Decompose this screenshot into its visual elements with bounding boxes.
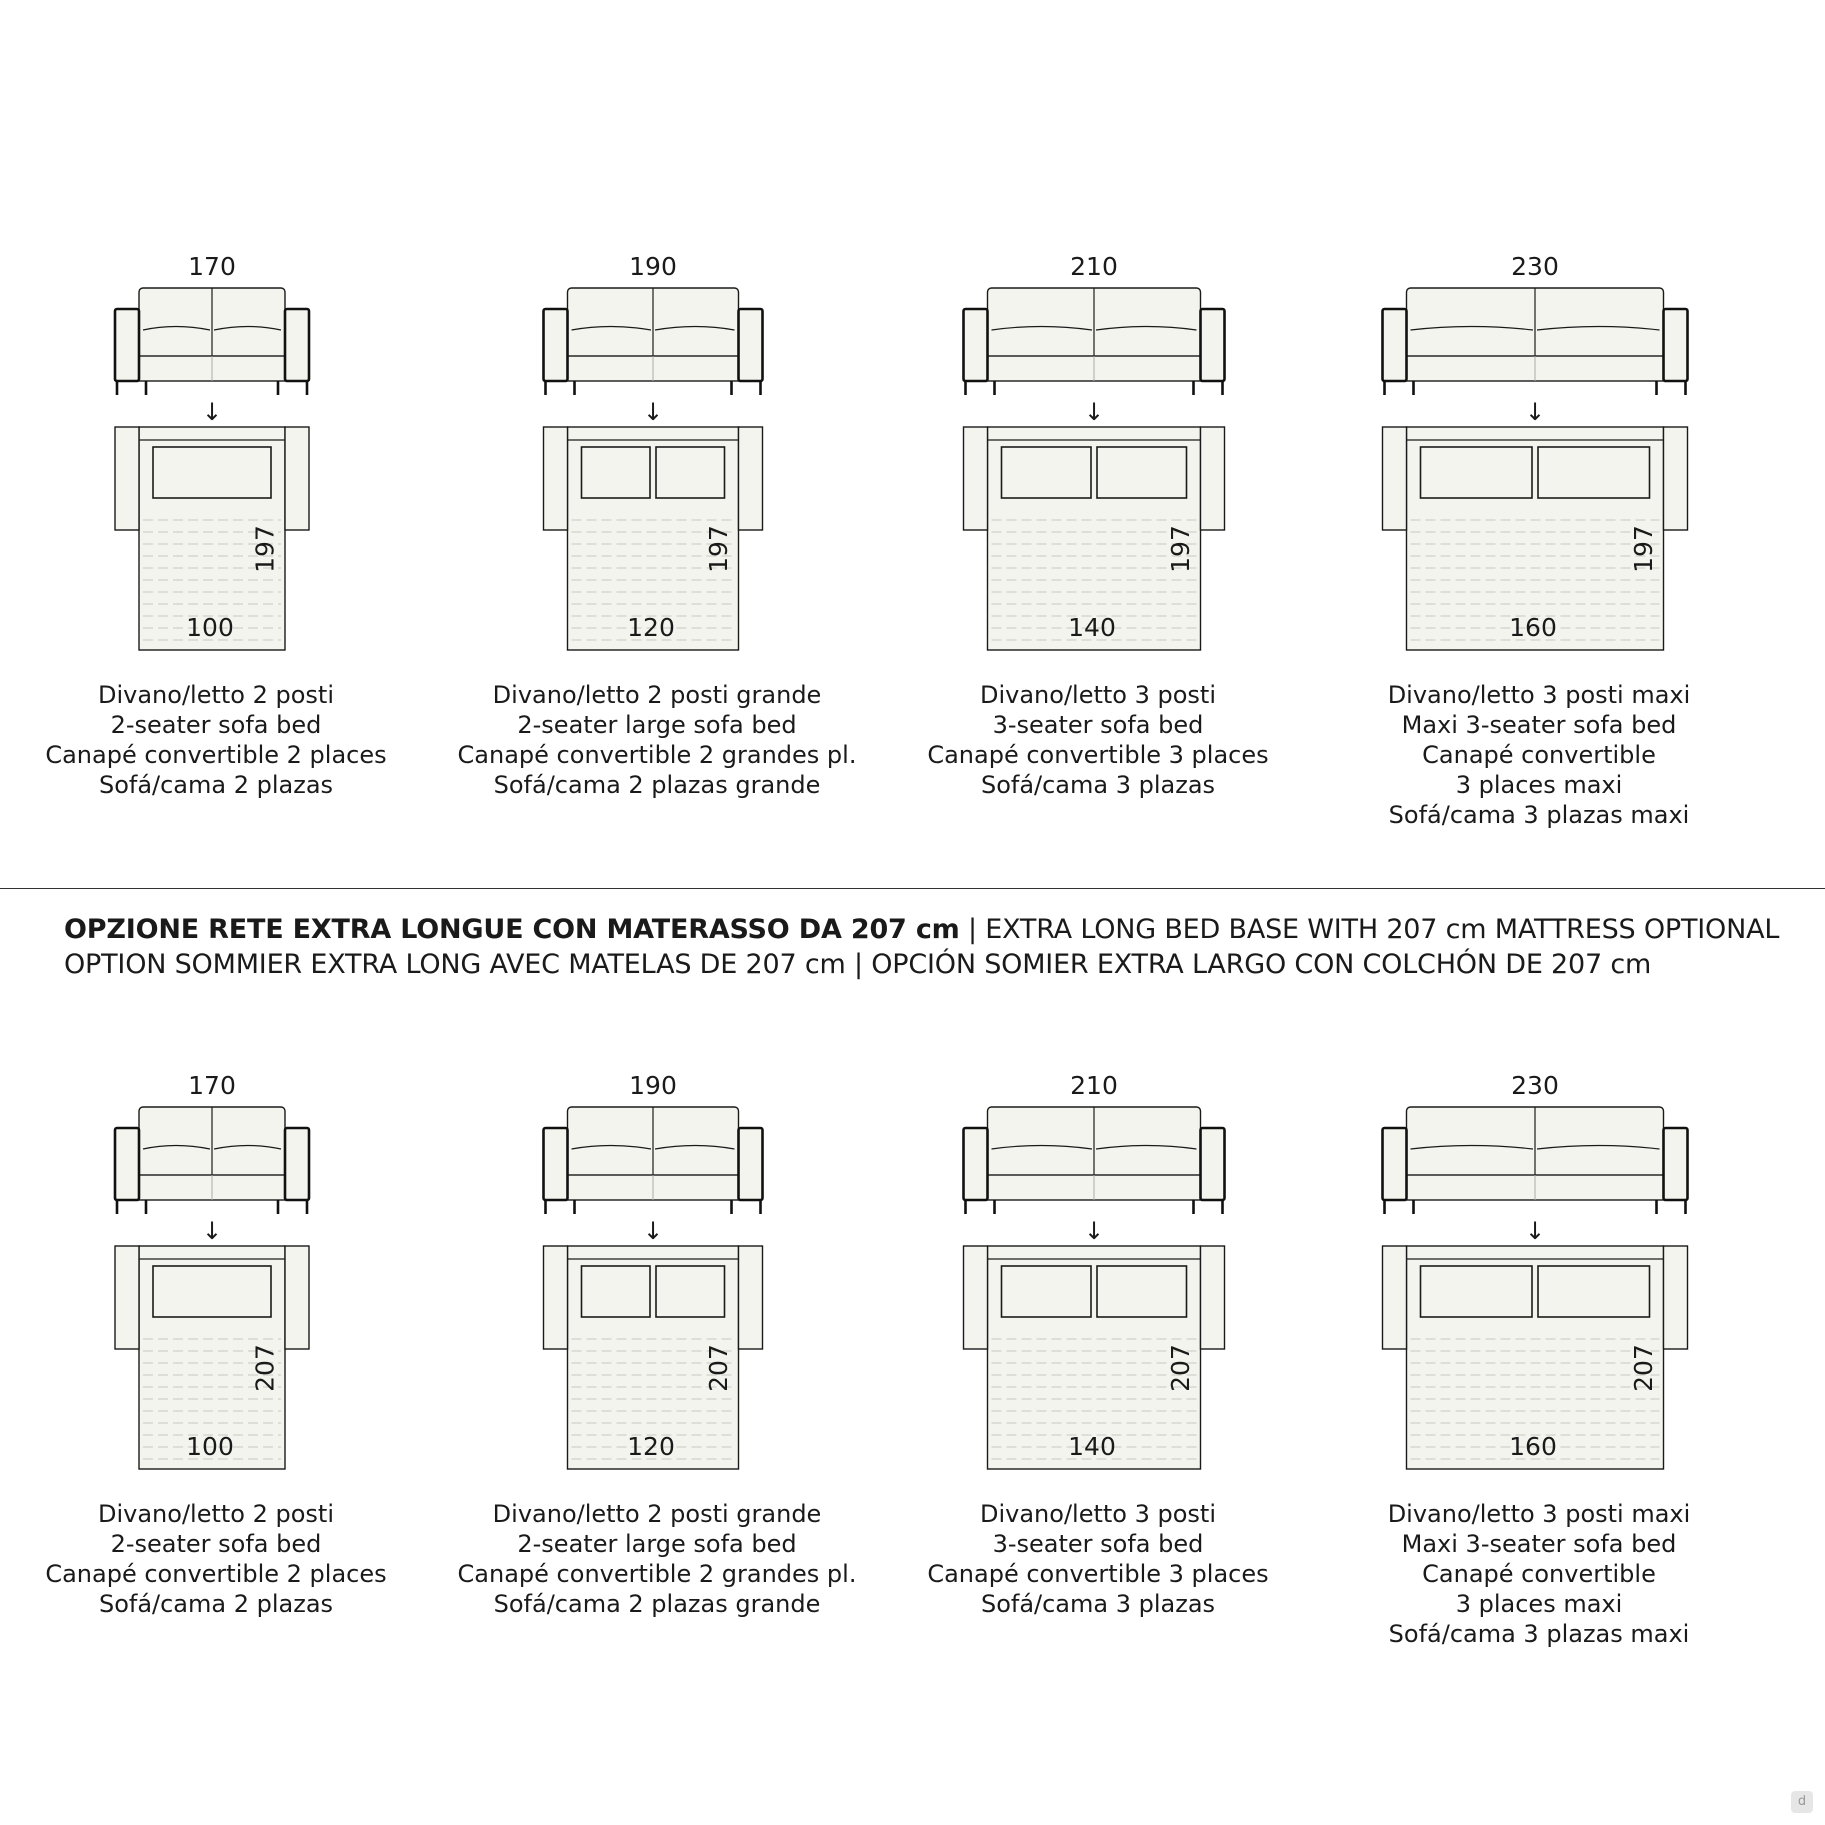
mattress-width-label: 160	[1509, 613, 1557, 642]
pillow	[1538, 1266, 1650, 1317]
bed-top-view	[544, 1246, 763, 1469]
caption-line: Canapé convertible	[1422, 1560, 1656, 1588]
mattress-length-label: 197	[250, 525, 280, 573]
bed-top-view	[1383, 427, 1688, 650]
bed-top-view	[544, 427, 763, 650]
caption-line: Sofá/cama 2 plazas grande	[493, 1590, 821, 1618]
model-captions	[1388, 1500, 1691, 1648]
caption-line: 2-seater sofa bed	[110, 1530, 322, 1558]
sofa-front-view	[964, 1107, 1225, 1214]
model-captions	[927, 681, 1268, 799]
mattress-length-label: 197	[704, 525, 733, 573]
right-armrest	[285, 309, 309, 381]
pillow	[1097, 1266, 1187, 1317]
caption-line: Divano/letto 2 posti grande	[492, 1500, 822, 1528]
corner-mark: d	[1791, 1791, 1813, 1813]
arrow-down-icon: ↓	[1083, 1217, 1105, 1245]
caption-line: Divano/letto 3 posti maxi	[1387, 681, 1691, 709]
section-divider	[0, 888, 1825, 889]
model-captions	[458, 1500, 857, 1618]
caption-line: Sofá/cama 2 plazas	[98, 1590, 334, 1618]
right-armrest-top	[739, 1246, 763, 1349]
caption-line: Canapé convertible 2 grandes pl.	[457, 741, 857, 769]
left-armrest-top	[964, 1246, 988, 1349]
sofa-model-190	[458, 1071, 857, 1618]
bed-top-view	[964, 427, 1225, 650]
heading-line-1	[64, 912, 1784, 947]
caption-line: Divano/letto 3 posti maxi	[1387, 1500, 1691, 1528]
right-armrest-top	[1664, 427, 1688, 530]
sofa-front-view	[544, 1107, 763, 1214]
right-armrest	[285, 1128, 309, 1200]
mattress-width-label: 120	[627, 1432, 675, 1461]
arrow-down-icon: ↓	[1083, 398, 1105, 426]
left-armrest-top	[544, 427, 568, 530]
right-armrest	[1664, 1128, 1688, 1200]
caption-line: Divano/letto 2 posti grande	[492, 681, 822, 709]
sofa-front-view	[1383, 288, 1688, 395]
sofa-width-label: 190	[629, 1071, 677, 1100]
sofa-model-230	[1383, 252, 1691, 829]
sofa-front-view	[544, 288, 763, 395]
sofa-width-label: 170	[188, 1071, 236, 1100]
heading-line-2: OPTION SOMMIER EXTRA LONG AVEC MATELAS DE 207 cm | OPCIÓN SOMIER EXTRA LARGO CON COLCHÓN DE 207 cm	[64, 949, 1652, 980]
caption-line: Canapé convertible 2 grandes pl.	[457, 1560, 857, 1588]
sofa-front-view	[964, 288, 1225, 395]
sofa-model-170	[45, 252, 386, 799]
caption-line: Divano/letto 2 posti	[97, 1500, 335, 1528]
bed-top-view	[964, 1246, 1225, 1469]
sofa-width-label: 210	[1070, 1071, 1118, 1100]
diagram-row-1	[45, 252, 1690, 829]
pillow	[1421, 1266, 1533, 1317]
caption-line: Sofá/cama 2 plazas grande	[493, 771, 821, 799]
left-armrest-top	[964, 427, 988, 530]
extra-long-heading	[64, 912, 1784, 982]
mattress-length-label: 207	[1629, 1344, 1658, 1392]
pillow	[153, 447, 271, 498]
mattress-width-label: 100	[186, 1432, 234, 1461]
sofa-width-label: 210	[1070, 252, 1118, 281]
pillow	[656, 447, 725, 498]
heading-line-1-rest: | EXTRA LONG BED BASE WITH 207 cm MATTRESS OPTIONAL	[959, 914, 1780, 945]
sofa-model-230	[1383, 1071, 1691, 1648]
caption-line: Sofá/cama 3 plazas	[980, 1590, 1216, 1618]
pillow	[1097, 447, 1187, 498]
caption-line: Canapé convertible 2 places	[45, 741, 387, 769]
caption-line: 2-seater large sofa bed	[517, 1530, 797, 1558]
caption-line: Canapé convertible	[1422, 741, 1656, 769]
diagram-row-2	[45, 1071, 1690, 1648]
sofa-model-210	[927, 1071, 1268, 1618]
caption-line: Sofá/cama 3 plazas	[980, 771, 1216, 799]
arrow-down-icon: ↓	[1524, 398, 1546, 426]
left-armrest-top	[544, 1246, 568, 1349]
heading-line-1-bold: OPZIONE RETE EXTRA LONGUE CON MATERASSO DA 207 cm	[64, 914, 960, 945]
left-armrest	[964, 1128, 988, 1200]
caption-line: Divano/letto 2 posti	[97, 681, 335, 709]
bed-top-view	[1383, 1246, 1688, 1469]
right-armrest-top	[1201, 1246, 1225, 1349]
sofa-width-label: 230	[1511, 252, 1559, 281]
left-armrest-top	[1383, 1246, 1407, 1349]
caption-line: 3 places maxi	[1455, 1590, 1623, 1618]
caption-line: 3 places maxi	[1455, 771, 1623, 799]
mattress-width-label: 120	[627, 613, 675, 642]
pillow	[1002, 1266, 1092, 1317]
left-armrest	[1383, 309, 1407, 381]
mattress-length-label: 197	[1629, 525, 1658, 573]
right-armrest	[739, 1128, 763, 1200]
right-armrest-top	[739, 427, 763, 530]
bed-top-view	[115, 427, 309, 650]
caption-line: 3-seater sofa bed	[992, 1530, 1204, 1558]
pillow	[582, 1266, 651, 1317]
sofa-front-view	[1383, 1107, 1688, 1214]
model-captions	[927, 1500, 1268, 1618]
sofa-model-170	[45, 1071, 386, 1618]
caption-line: Canapé convertible 2 places	[45, 1560, 387, 1588]
mattress-length-label: 197	[1166, 525, 1195, 573]
sofa-width-label: 170	[188, 252, 236, 281]
arrow-down-icon: ↓	[201, 398, 223, 426]
caption-line: Sofá/cama 3 plazas maxi	[1388, 1620, 1690, 1648]
sofa-width-label: 190	[629, 252, 677, 281]
left-armrest	[964, 309, 988, 381]
right-armrest-top	[285, 1246, 309, 1349]
left-armrest-top	[115, 427, 139, 530]
sofa-model-210	[927, 252, 1268, 799]
caption-line: 3-seater sofa bed	[992, 711, 1204, 739]
right-armrest-top	[1664, 1246, 1688, 1349]
mattress-width-label: 140	[1068, 1432, 1116, 1461]
left-armrest-top	[115, 1246, 139, 1349]
caption-line: Canapé convertible 3 places	[927, 1560, 1269, 1588]
sofa-model-190	[458, 252, 857, 799]
arrow-down-icon: ↓	[1524, 1217, 1546, 1245]
right-armrest	[1201, 1128, 1225, 1200]
model-captions	[458, 681, 857, 799]
left-armrest	[115, 309, 139, 381]
caption-line: Maxi 3-seater sofa bed	[1401, 711, 1677, 739]
mattress-length-label: 207	[704, 1344, 733, 1392]
arrow-down-icon: ↓	[642, 398, 664, 426]
pillow	[582, 447, 651, 498]
right-armrest-top	[285, 427, 309, 530]
caption-line: Sofá/cama 2 plazas	[98, 771, 334, 799]
bed-top-view	[115, 1246, 309, 1469]
mattress-length-label: 207	[1166, 1344, 1195, 1392]
left-armrest	[115, 1128, 139, 1200]
caption-line: Maxi 3-seater sofa bed	[1401, 1530, 1677, 1558]
model-captions	[45, 681, 386, 799]
model-captions	[1388, 681, 1691, 829]
pillow	[1538, 447, 1650, 498]
sofa-front-view	[115, 1107, 309, 1214]
model-captions	[45, 1500, 386, 1618]
left-armrest	[544, 309, 568, 381]
mattress-width-label: 160	[1509, 1432, 1557, 1461]
caption-line: Divano/letto 3 posti	[979, 1500, 1217, 1528]
left-armrest	[1383, 1128, 1407, 1200]
arrow-down-icon: ↓	[642, 1217, 664, 1245]
mattress-length-label: 207	[250, 1344, 280, 1392]
right-armrest-top	[1201, 427, 1225, 530]
pillow	[153, 1266, 271, 1317]
caption-line: 2-seater large sofa bed	[517, 711, 797, 739]
caption-line: Canapé convertible 3 places	[927, 741, 1269, 769]
right-armrest	[1201, 309, 1225, 381]
right-armrest	[739, 309, 763, 381]
right-armrest	[1664, 309, 1688, 381]
arrow-down-icon: ↓	[201, 1217, 223, 1245]
caption-line: Divano/letto 3 posti	[979, 681, 1217, 709]
mattress-width-label: 100	[186, 613, 234, 642]
pillow	[1002, 447, 1092, 498]
pillow	[1421, 447, 1533, 498]
caption-line: Sofá/cama 3 plazas maxi	[1388, 801, 1690, 829]
pillow	[656, 1266, 725, 1317]
caption-line: 2-seater sofa bed	[110, 711, 322, 739]
mattress-width-label: 140	[1068, 613, 1116, 642]
sofa-width-label: 230	[1511, 1071, 1559, 1100]
left-armrest	[544, 1128, 568, 1200]
sofa-front-view	[115, 288, 309, 395]
left-armrest-top	[1383, 427, 1407, 530]
